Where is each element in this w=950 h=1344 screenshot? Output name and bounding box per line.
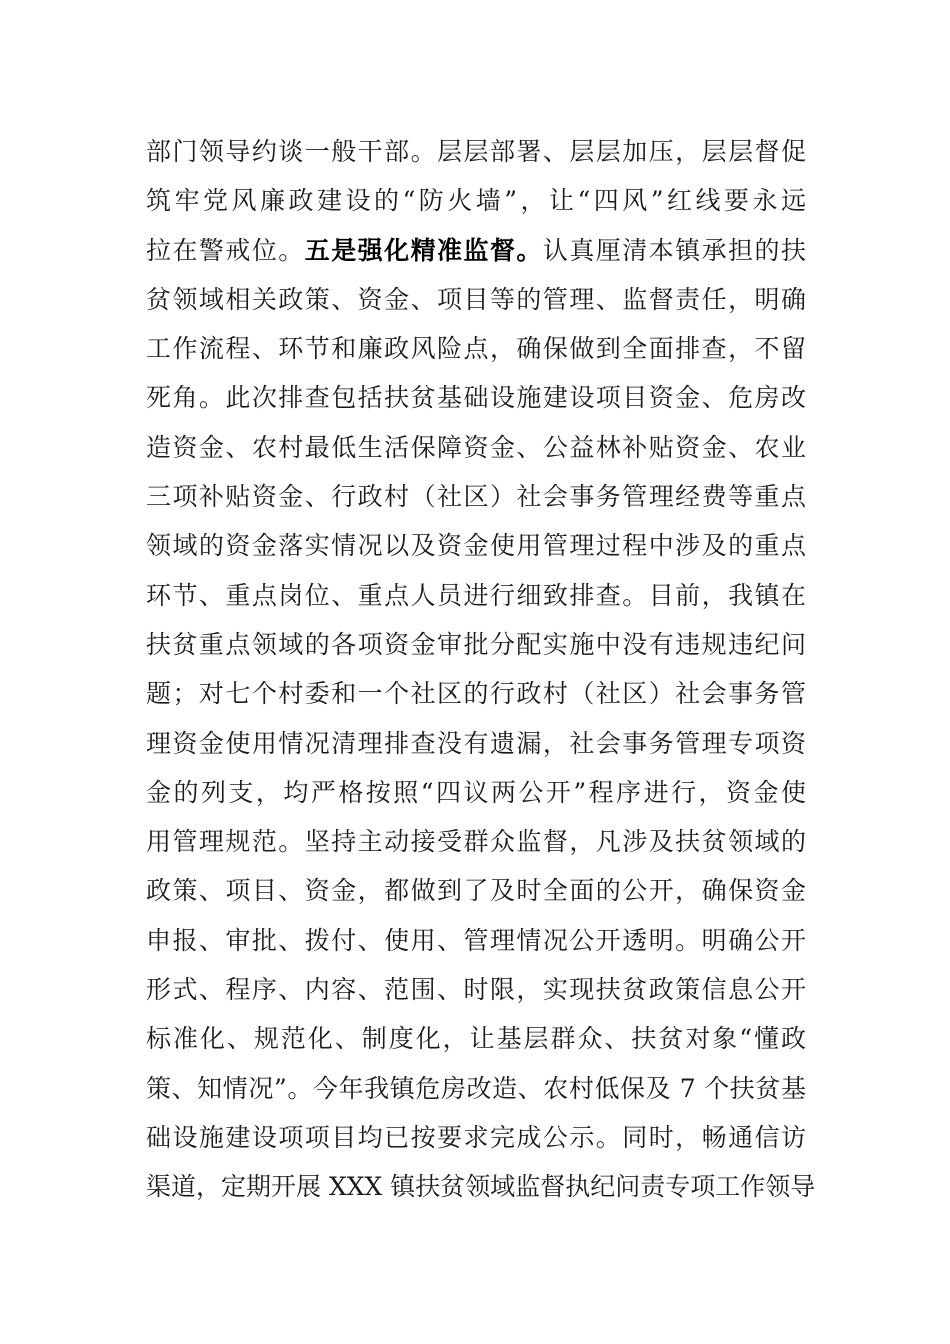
text-line (146, 423, 806, 472)
text-segment: 死角。此次排查包括扶贫基础设施建设项目资金、危房改 (146, 383, 806, 413)
text-segment: 认真厘清本镇承担的扶 (542, 235, 806, 265)
text-line (146, 521, 806, 570)
text-segment: 渠道，定期开展 XXX 镇扶贫领域监督执纪问责专项工作领导 (146, 1172, 816, 1202)
text-line (146, 226, 806, 275)
text-line (146, 176, 806, 225)
text-segment: 申报、审批、拨付、使用、管理情况公开透明。明确公开 (146, 925, 806, 955)
text-line (146, 1014, 806, 1063)
text-segment: 贫领域相关政策、资金、项目等的管理、监督责任，明确 (146, 284, 806, 314)
text-segment: 政策、项目、资金，都做到了及时全面的公开，确保资金 (146, 876, 806, 906)
text-segment: 形式、程序、内容、范围、时限，实现扶贫政策信息公开 (146, 975, 806, 1005)
text-segment: 三项补贴资金、行政村（社区）社会事务管理经费等重点 (146, 482, 806, 512)
text-line (146, 719, 806, 768)
text-segment: 题；对七个村委和一个社区的行政村（社区）社会事务管 (146, 679, 806, 709)
text-line (146, 1064, 806, 1113)
text-segment: 领域的资金落实情况以及资金使用管理过程中涉及的重点 (146, 531, 806, 561)
text-line (146, 1113, 806, 1162)
bold-heading-text: 五是强化精准监督。 (304, 235, 543, 265)
text-line (146, 373, 806, 422)
text-segment: 策、知情况”。今年我镇危房改造、农村低保及 7 个扶贫基 (146, 1073, 806, 1103)
text-line (146, 472, 806, 521)
text-segment: 工作流程、环节和廉政风险点，确保做到全面排查，不留 (146, 334, 806, 364)
text-line (146, 324, 806, 373)
text-line (146, 916, 806, 965)
text-line (146, 965, 806, 1014)
text-segment: 环节、重点岗位、重点人员进行细致排查。目前，我镇在 (146, 580, 806, 610)
text-segment: 拉在警戒位。 (146, 235, 305, 265)
text-line (146, 275, 806, 324)
text-line (146, 768, 806, 817)
text-line (146, 127, 806, 176)
text-line (146, 817, 806, 866)
text-line (146, 571, 806, 620)
text-segment: 础设施建设项项目均已按要求完成公示。同时，畅通信访 (146, 1122, 806, 1152)
text-segment: 造资金、农村最低生活保障资金、公益林补贴资金、农业 (146, 432, 806, 462)
text-segment: 筑牢党风廉政建设的“防火墙”，让“四风”红线要永远 (146, 186, 806, 216)
text-segment: 金的列支，均严格按照“四议两公开”程序进行，资金使 (146, 777, 806, 807)
text-segment: 标准化、规范化、制度化，让基层群众、扶贫对象“懂政 (146, 1024, 806, 1054)
text-segment: 部门领导约谈一般干部。层层部署、层层加压，层层督促 (146, 137, 806, 166)
text-line (146, 866, 806, 915)
text-segment: 理资金使用情况清理排查没有遗漏，社会事务管理专项资 (146, 728, 806, 758)
text-segment: 扶贫重点领域的各项资金审批分配实施中没有违规违纪问 (146, 629, 806, 659)
text-line (146, 1162, 816, 1211)
text-segment: 用管理规范。坚持主动接受群众监督，凡涉及扶贫领域的 (146, 827, 806, 857)
text-line (146, 620, 806, 669)
text-line (146, 669, 806, 718)
body-text (146, 127, 816, 1212)
